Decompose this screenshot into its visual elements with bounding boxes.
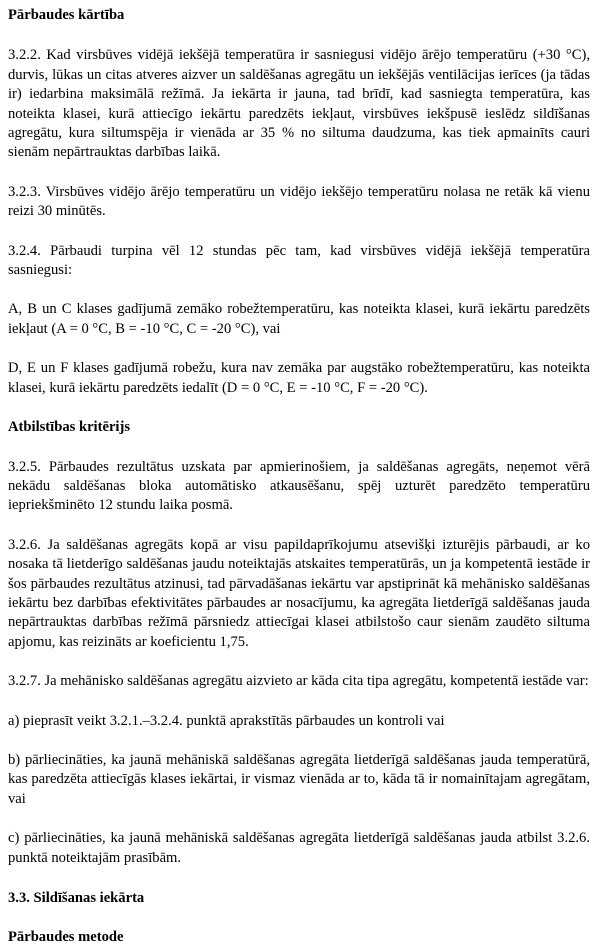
paragraph-3-2-7: 3.2.7. Ja mehānisko saldēšanas agregātu aizvieto ar kāda cita tipa agregātu, kompetentā iestāde var: bbox=[8, 673, 589, 690]
heading-test-method: Pārbaudes metode bbox=[8, 929, 124, 946]
paragraph-3-2-6: 3.2.6. Ja saldēšanas agregāts kopā ar visu papildaprīkojumu atsevišķi izturējis pārbaudi, ar ko nosaka tā lietderīgo saldēšanas jaudu noteiktajās atskaites temperatūrās, un ja kompetentā iestāde ir šos pārbaudes rezultātus atzinusi, tad pārvadāšanas iekārtu var apstiprināt kā mehānisko saldēšanas iekārtu bez darbības efektivitātes pārbaudes ar nosacījumu, ka agregāta lietderīgā saldēšanas jauda nepārtrauktas darbības režīmā pārsniedz attiecīgai klasei atbilstošo caur sienām zaudēto siltuma apjomu, kas reizināts ar koeficientu 1,75. bbox=[8, 536, 590, 650]
paragraph-3-2-4: 3.2.4. Pārbaudi turpina vēl 12 stundas pēc tam, kad virsbūves vidējā iekšējā temperatūra sasniegusi: bbox=[8, 242, 590, 279]
paragraph-3-2-3: 3.2.3. Virsbūves vidējo ārējo temperatūru un vidējo iekšējo temperatūru nolasa ne retāk kā vienu reizi 30 minūtēs. bbox=[8, 183, 590, 220]
document-body bbox=[8, 6, 590, 948]
heading-compliance-criterion: Atbilstības kritērijs bbox=[8, 419, 131, 436]
heading-test-procedure: Pārbaudes kārtība bbox=[8, 7, 125, 23]
paragraph-classes-abc: A, B un C klases gadījumā zemāko robežtemperatūru, kas noteikta klasei, kurā iekārtu paredzēts iekļaut (A = 0 °C, B = -10 °C, C = -20 °C), vai bbox=[8, 301, 590, 337]
paragraph-3-2-2: 3.2.2. Kad virsbūves vidējā iekšējā temperatūra ir sasniegusi vidējo ārējo temperatūru (+30 °C), durvis, lūkas un citas atveres aizver un saldēšanas agregātu un iekšējās ventilācijas ierīces (ja tādas ir) iedarbina maksimālā režīmā. Ja iekārta ir jauna, tad brīdī, kad sasniegta temperatūra, kas noteikta klasei, kurā attiecīgo iekārtu paredzēts iekļaut, virsbūves iekšpusē ieslēdz sildīšanas agregātu, kura siltumspēja ir vienāda ar 35 % no siltuma daudzuma, kas tiek apmainīts cauri sienām nepārtrauktas darbības laikā. bbox=[8, 47, 590, 161]
heading-heating-equipment: 3.3. Sildīšanas iekārta bbox=[8, 890, 145, 906]
paragraph-option-b: b) pārliecināties, ka jaunā mehāniskā saldēšanas agregāta lietderīgā saldēšanas jauda temperatūrā, kas paredzēta attiecīgās klases iekārtai, ir vismaz vienāda ar to, kāda tā ir nomainītajam agregātam, vai bbox=[8, 751, 590, 807]
paragraph-option-a: a) pieprasīt veikt 3.2.1.–3.2.4. punktā aprakstītās pārbaudes un kontroli vai bbox=[8, 712, 445, 729]
paragraph-3-2-5: 3.2.5. Pārbaudes rezultātus uzskata par apmierinošiem, ja saldēšanas agregāts, neņemot vērā nekādu saldēšanas bloka automātisko atkausēšanu, spēj uzturēt paredzēto temperatūru iepriekšminēto 12 stundu laika posmā. bbox=[8, 458, 590, 514]
paragraph-classes-def: D, E un F klases gadījumā robežu, kura nav zemāka par augstāko robežtemperatūru, kas noteikta klasei, kurā iekārtu paredzēts iedalīt (D = 0 °C, E = -10 °C, F = -20 °C). bbox=[8, 360, 590, 396]
paragraph-option-c: c) pārliecināties, ka jaunā mehāniskā saldēšanas agregāta lietderīgā saldēšanas jauda atbilst 3.2.6. punktā noteiktajām prasībām. bbox=[8, 830, 590, 866]
